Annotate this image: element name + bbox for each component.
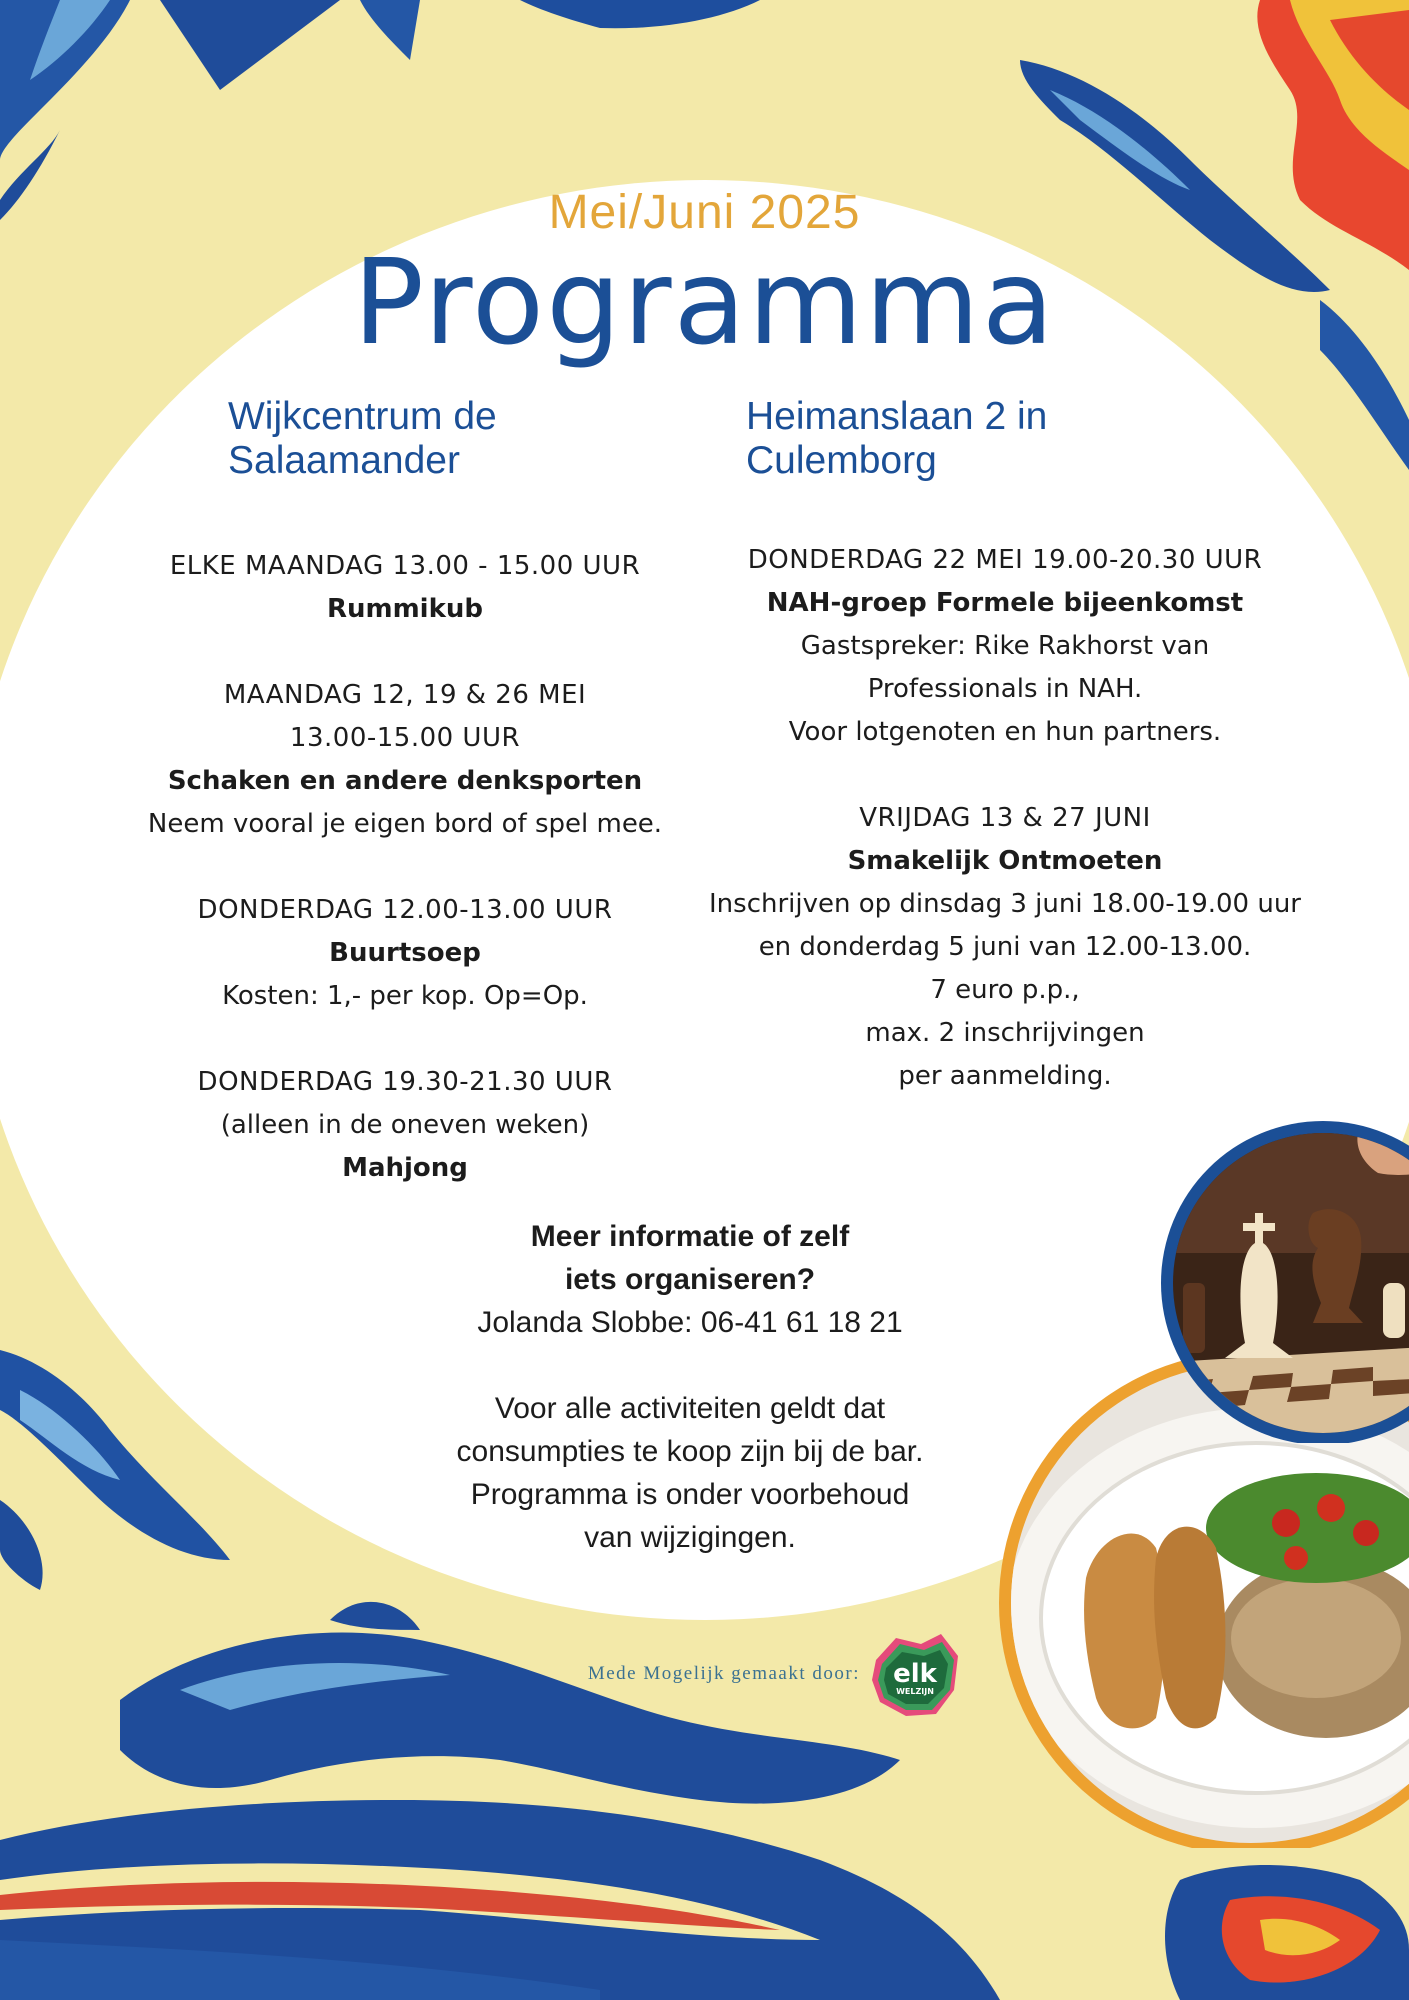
- event-title: Smakelijk Ontmoeten: [847, 846, 1163, 876]
- event-title: NAH-groep Formele bijeenkomst: [766, 588, 1244, 618]
- event-note: (alleen in de oneven weken): [220, 1110, 590, 1140]
- schedule-left-column: [130, 545, 680, 1233]
- event-title: Buurtsoep: [329, 938, 481, 968]
- event-title: Mahjong: [342, 1153, 468, 1183]
- event-line: Gastspreker: Rike Rakhorst van: [800, 631, 1210, 661]
- info-question: Meer informatie of zelf: [530, 1220, 850, 1253]
- event-line: Inschrijven op dinsdag 3 juni 18.00-19.00 uur: [709, 889, 1301, 919]
- elk-welzijn-logo: [866, 1630, 964, 1720]
- venue-name: Wijkcentrum de Salaamander: [228, 395, 497, 482]
- event-when: MAANDAG 12, 19 & 26 MEI: [223, 680, 587, 710]
- event-title: Schaken en andere denksporten: [167, 766, 643, 796]
- venue-address: Heimanslaan 2 in Culemborg: [746, 395, 1048, 482]
- event-line: max. 2 inschrijvingen: [865, 1018, 1145, 1048]
- info-note: consumpties te koop zijn bij de bar.: [456, 1435, 924, 1468]
- event-smakelijk-ontmoeten: [705, 797, 1305, 1098]
- logo-subtext: WELZIJN: [896, 1687, 934, 1696]
- schedule-right-column: [705, 539, 1305, 1141]
- info-question: iets organiseren?: [564, 1263, 816, 1296]
- contact-phone: Jolanda Slobbe: 06-41 61 18 21: [477, 1306, 903, 1339]
- event-when: DONDERDAG 12.00-13.00 UUR: [197, 895, 613, 925]
- event-when: DONDERDAG 22 MEI 19.00-20.30 UUR: [747, 545, 1263, 575]
- logo-text: elk: [893, 1659, 937, 1689]
- event-note: Kosten: 1,- per kop. Op=Op.: [222, 981, 588, 1011]
- event-mahjong: [130, 1061, 680, 1190]
- program-subtitle: Mei/Juni 2025: [548, 186, 861, 239]
- chess-photo: [1133, 1093, 1409, 1443]
- event-time: 13.00-15.00 UUR: [289, 723, 521, 753]
- credit-text: Mede Mogelijk gemaakt door:: [587, 1663, 860, 1684]
- event-line: Voor lotgenoten en hun partners.: [788, 717, 1222, 747]
- event-note: Neem vooral je eigen bord of spel mee.: [147, 809, 663, 839]
- event-chess: [130, 674, 680, 846]
- event-when: ELKE MAANDAG 13.00 - 15.00 UUR: [169, 551, 641, 581]
- event-when: DONDERDAG 19.30-21.30 UUR: [197, 1067, 613, 1097]
- event-line: per aanmelding.: [898, 1061, 1112, 1091]
- info-note: van wijzigingen.: [584, 1521, 796, 1554]
- event-rummikub: [130, 545, 680, 631]
- info-note: Programma is onder voorbehoud: [470, 1478, 910, 1511]
- event-line: 7 euro p.p.,: [930, 975, 1080, 1005]
- event-line: en donderdag 5 juni van 12.00-13.00.: [758, 932, 1252, 962]
- info-block: [440, 1215, 940, 1559]
- event-buurtsoep: [130, 889, 680, 1018]
- page-title: Programma: [352, 233, 1057, 371]
- event-title: Rummikub: [326, 594, 484, 624]
- event-when: VRIJDAG 13 & 27 JUNI: [859, 803, 1151, 833]
- info-note: Voor alle activiteiten geldt dat: [494, 1392, 886, 1425]
- event-line: Professionals in NAH.: [867, 674, 1143, 704]
- event-nah-groep: [705, 539, 1305, 754]
